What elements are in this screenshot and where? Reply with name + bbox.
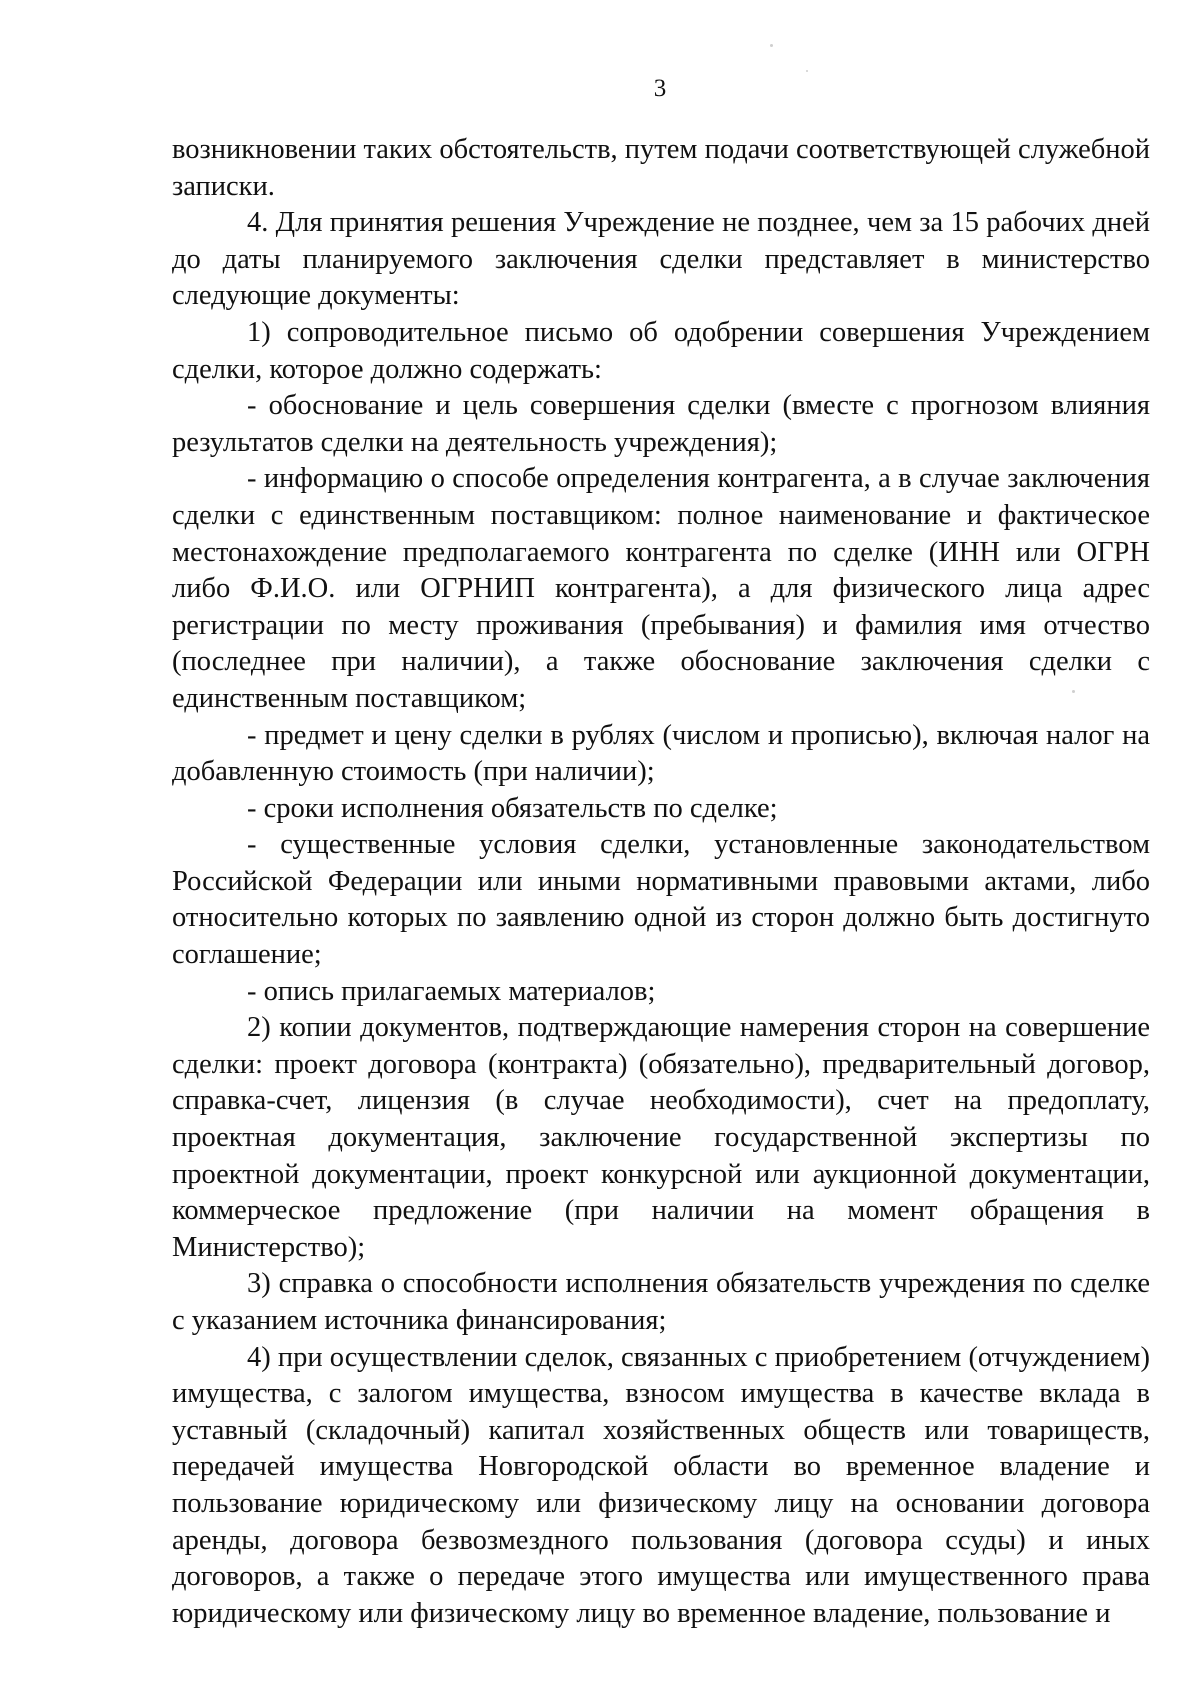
document-body bbox=[172, 132, 1150, 1632]
page-number: 3 bbox=[653, 75, 667, 102]
paragraph-item-4: 4. Для принятия решения Учреждение не позднее, чем за 15 рабочих дней до даты планируемого заключения сделки представляет в министерство следующие документы: bbox=[172, 207, 1150, 312]
paragraph-subitem-3: 3) справка о способности исполнения обязательств учреждения по сделке с указанием источника финансирования; bbox=[172, 1268, 1150, 1336]
paragraph-subitem-4: 4) при осуществлении сделок, связанных с приобретением (отчуждением) имущества, с залогом имущества, взносом имущества в качестве вклада в уставный (складочный) капитал хозяйственных обществ или товариществ, передачей имущества Новгородской области во временное владение и пользование юридическому или физическому лицу на основании договора аренды, договора безвозмездного пользования (договора ссуды) и иных договоров, а также о передаче этого имущества или имущественного права юридическому или физическому лицу во временное владение, пользование и bbox=[172, 1341, 1150, 1629]
paragraph-bullet-conditions: - существенные условия сделки, установленные законодательством Российской Федерации или иными нормативными правовыми актами, либо относительно которых по заявлению одной из сторон должно быть достигнуто соглашение; bbox=[172, 829, 1150, 971]
scan-speck bbox=[770, 44, 773, 47]
paragraph-subitem-2: 2) копии документов, подтверждающие намерения сторон на совершение сделки: проект договора (контракта) (обязательно), предварительный договор, справка-счет, лицензия (в случае необходимости), счет на предоплату, проектная документация, заключение государственной экспертизы по проектной документации, проект конкурсной или аукционной документации, коммерческое предложение (при наличии на момент обращения в Министерство); bbox=[172, 1012, 1150, 1263]
scan-speck bbox=[806, 70, 808, 72]
paragraph-bullet-terms: - сроки исполнения обязательств по сделке; bbox=[247, 792, 778, 824]
paragraph-bullet-counterparty: - информацию о способе определения контрагента, а в случае заключения сделки с единственным поставщиком: полное наименование и фактическое местонахождение предполагаемого контрагента по сделке (ИНН или ОГРН либо Ф.И.О. или ОГРНИП контрагента), а для физического лица адрес регистрации по месту проживания (пребывания) и фамилия имя отчество (последнее при наличии), а также обоснование заключения сделки с единственным поставщиком; bbox=[172, 463, 1150, 714]
paragraph-bullet-inventory: - опись прилагаемых материалов; bbox=[247, 975, 656, 1007]
paragraph-bullet-price: - предмет и цену сделки в рублях (числом и прописью), включая налог на добавленную стоимость (при наличии); bbox=[172, 719, 1150, 788]
paragraph-continuation: возникновении таких обстоятельств, путем подачи соответствующей служебной записки. bbox=[172, 134, 1151, 202]
paragraph-subitem-1: 1) сопроводительное письмо об одобрении совершения Учреждением сделки, которое должно содержать: bbox=[172, 316, 1150, 385]
paragraph-bullet-justification: - обоснование и цель совершения сделки (вместе с прогнозом влияния результатов сделки на деятельность учреждения); bbox=[172, 390, 1150, 458]
